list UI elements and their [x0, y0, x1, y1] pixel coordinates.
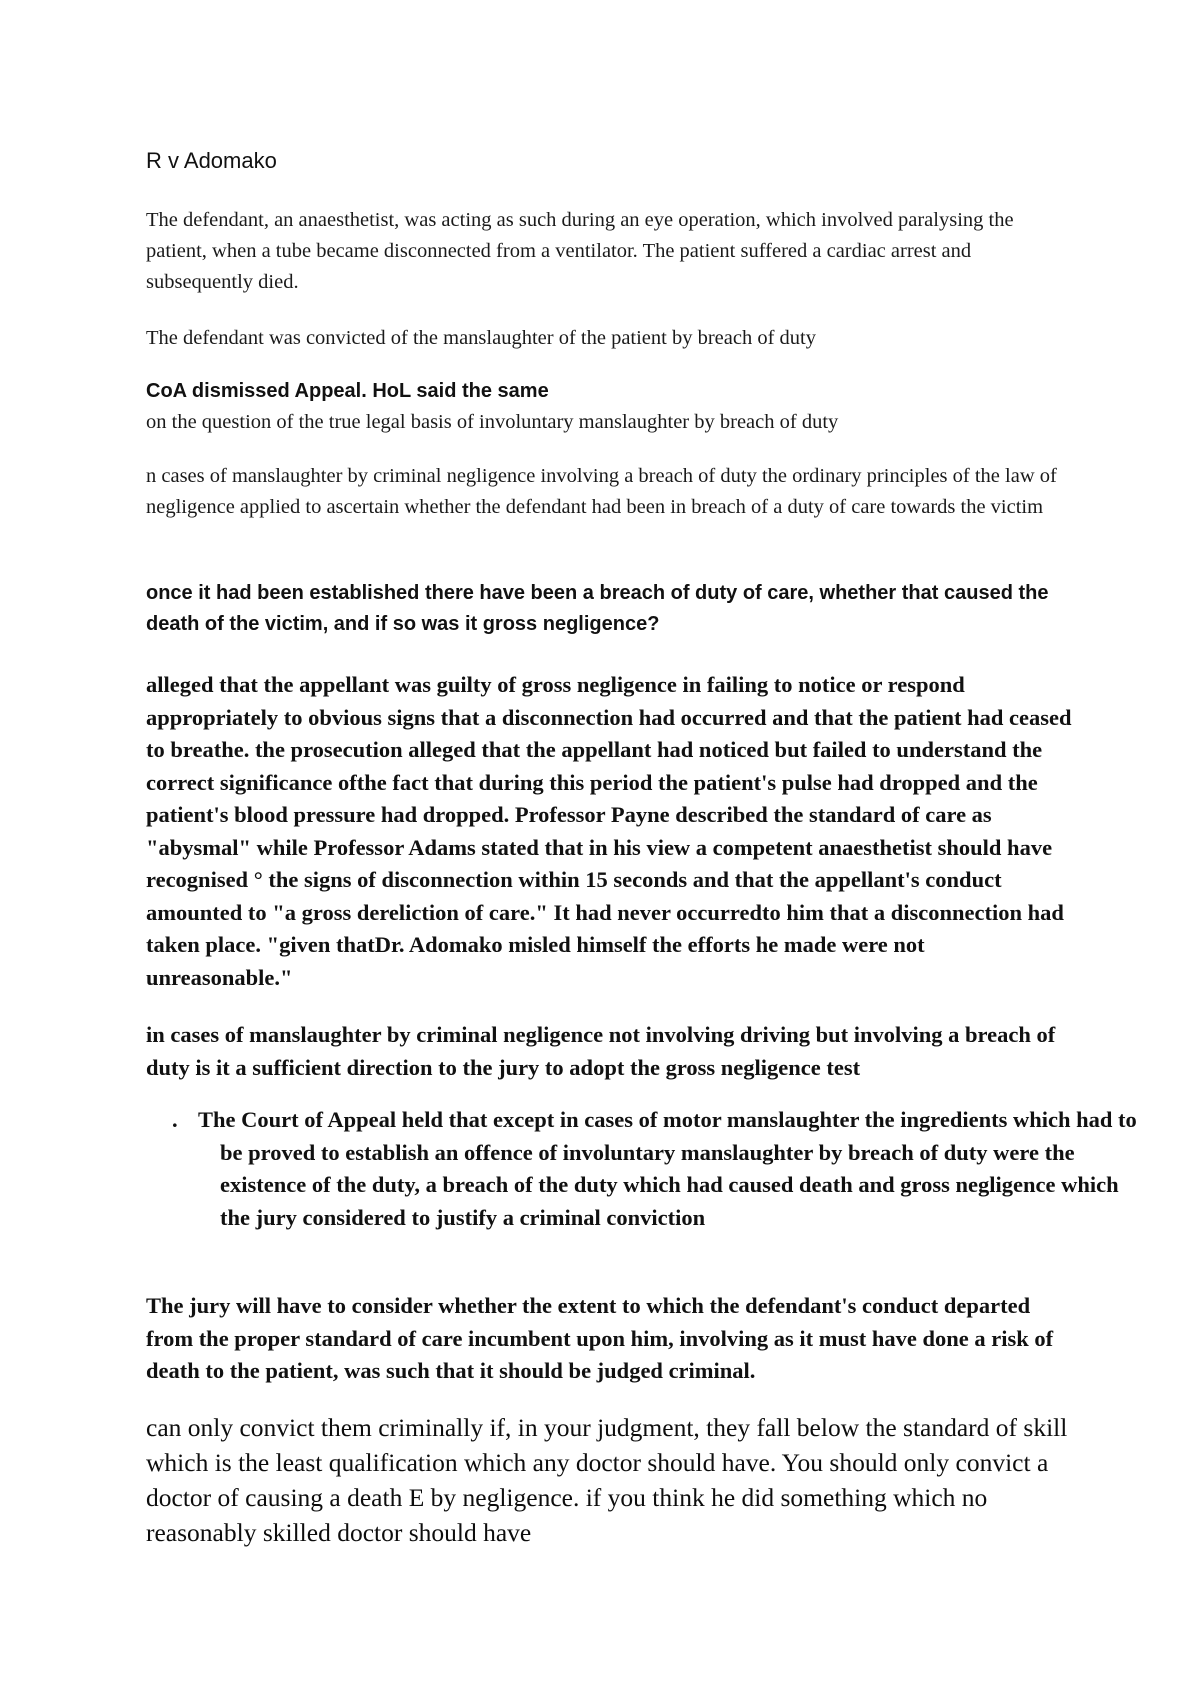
paragraph-conviction-standard: can only convict them criminally if, in your judgment, they fall below the standard of skill which is the least qualification which any doctor should have. You should only convict a doctor of causing a death E by negligence. if you think he did something which no reasonably skilled doctor should have [146, 1413, 1068, 1547]
paragraph-question: on the question of the true legal basis of involuntary manslaughter by breach of duty [146, 411, 839, 433]
paragraph-jury-consider: The jury will have to consider whether the extent to which the defendant's conduct departed from the proper standard of care incumbent upon him, involving as it must have done a risk of death to the patient, was such that it should be judged criminal. [146, 1293, 1054, 1383]
list-item-text: The Court of Appeal held that except in cases of motor manslaughter the ingredients which had to be proved to establish an offence of involuntary manslaughter by breach of duty were the existence of the duty, a breach of the duty which had caused death and gross negligence which the jury considered to justify a criminal conviction [198, 1107, 1137, 1230]
paragraph-allegations: alleged that the appellant was guilty of gross negligence in failing to notice or respond appropriately to obvious signs that a disconnection had occurred and that the patient had ceased to breathe. the prosecution alleged that the appellant had noticed but failed to understand the correct significance ofthe fact that during this period the patient's pulse had dropped and the patient's blood pressure had dropped. Professor Payne described the standard of care as "abysmal" while Professor Adams stated that in his view a competent anaesthetist should have recognised ° the signs of disconnection within 15 seconds and that the appellant's conduct amounted to "a gross dereliction of care." It had never occurredto him that a disconnection had taken place. "given thatDr. Adomako misled himself the efforts he made were not unreasonable." [146, 672, 1072, 990]
list-item-court-of-appeal [146, 1104, 1150, 1234]
list-bullet: . [172, 1107, 178, 1132]
paragraph-conviction: The defendant was convicted of the manslaughter of the patient by breach of duty [146, 327, 816, 349]
paragraph-negligence-principles: n cases of manslaughter by criminal negligence involving a breach of duty the ordinary principles of the law of negligence applied to ascertain whether the defendant had been in breach of a duty of care towards the victim [146, 465, 1057, 518]
document-title: R v Adomako [146, 148, 277, 173]
paragraph-jury-direction: in cases of manslaughter by criminal negligence not involving driving but involving a breach of duty is it a sufficient direction to the jury to adopt the gross negligence test [146, 1022, 1056, 1080]
heading-appeal: CoA dismissed Appeal. HoL said the same [146, 380, 549, 402]
paragraph-facts: The defendant, an anaesthetist, was acting as such during an eye operation, which involved paralysing the patient, when a tube became disconnected from a ventilator. The patient suffered a cardiac arrest and subsequently died. [146, 209, 1014, 293]
paragraph-gross-negligence-question: once it had been established there have been a breach of duty of care, whether that caused the death of the victim, and if so was it gross negligence? [146, 582, 1049, 635]
